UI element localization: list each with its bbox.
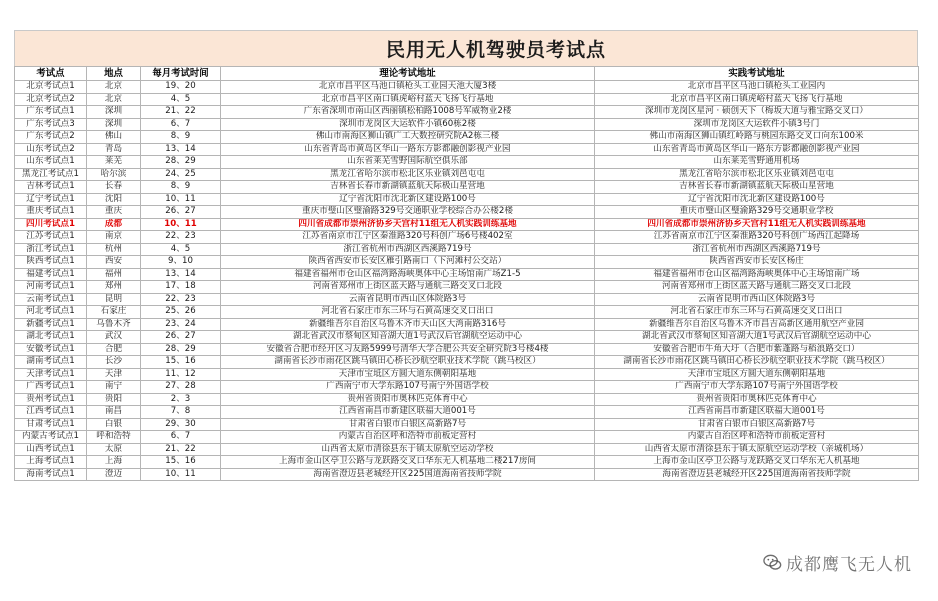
table-row <box>15 306 919 319</box>
cell-theory-address: 新疆维吾尔自治区乌鲁木齐市天山区大湾南路316号 <box>221 318 595 331</box>
cell-theory-address: 上海市金山区亭卫公路与龙跃路交叉口华东无人机基地二楼217房间 <box>221 456 595 469</box>
cell-location: 北京 <box>87 93 141 106</box>
table-row <box>15 443 919 456</box>
cell-theory-address: 贵州省贵阳市奥林匹克体育中心 <box>221 393 595 406</box>
cell-theory-address: 山东省莱芜雪野国际航空俱乐部 <box>221 156 595 169</box>
cell-theory-address: 云南省昆明市西山区体院路3号 <box>221 293 595 306</box>
cell-location: 南京 <box>87 231 141 244</box>
cell-monthly-dates: 4、5 <box>141 243 221 256</box>
cell-theory-address: 内蒙古自治区呼和浩特市前板定营村 <box>221 431 595 444</box>
cell-theory-address: 广西南宁市大学东路107号南宁外国语学校 <box>221 381 595 394</box>
cell-monthly-dates: 26、27 <box>141 206 221 219</box>
cell-monthly-dates: 23、24 <box>141 318 221 331</box>
table-row <box>15 256 919 269</box>
cell-monthly-dates: 13、14 <box>141 143 221 156</box>
table-row <box>15 293 919 306</box>
cell-practice-address: 陕西省西安市长安区杨庄 <box>595 256 919 269</box>
cell-theory-address: 吉林省长春市新湖镇蓝航天际极山星营地 <box>221 181 595 194</box>
cell-location: 白银 <box>87 418 141 431</box>
cell-practice-address: 辽宁省沈阳市沈北新区建设路100号 <box>595 193 919 206</box>
sheet-title: 民用无人机驾驶员考试点 <box>14 30 918 66</box>
cell-site: 天津考试点1 <box>15 368 87 381</box>
table-row <box>15 356 919 369</box>
table-row <box>15 281 919 294</box>
cell-practice-address: 佛山市南海区狮山镇红岭路与桃园东路交叉口向东100米 <box>595 131 919 144</box>
cell-site: 吉林考试点1 <box>15 181 87 194</box>
cell-monthly-dates: 8、9 <box>141 181 221 194</box>
cell-site: 上海考试点1 <box>15 456 87 469</box>
cell-location: 乌鲁木齐 <box>87 318 141 331</box>
table-row <box>15 243 919 256</box>
cell-site: 福建考试点1 <box>15 268 87 281</box>
cell-location: 郑州 <box>87 281 141 294</box>
cell-practice-address: 湖北省武汉市蔡甸区知音湖大道1号武汉后官湖航空运动中心 <box>595 331 919 344</box>
cell-monthly-dates: 10、11 <box>141 218 221 231</box>
cell-site: 广西考试点1 <box>15 381 87 394</box>
cell-location: 合肥 <box>87 343 141 356</box>
cell-theory-address: 重庆市璧山区璧渝路329号交通职业学校综合办公楼2楼 <box>221 206 595 219</box>
cell-monthly-dates: 29、30 <box>141 418 221 431</box>
cell-practice-address: 河南省郑州市上街区蓝天路与通航三路交叉口北段 <box>595 281 919 294</box>
cell-location: 重庆 <box>87 206 141 219</box>
cell-monthly-dates: 28、29 <box>141 156 221 169</box>
table-row <box>15 343 919 356</box>
header-theory-address: 理论考试地址 <box>221 67 595 81</box>
cell-location: 佛山 <box>87 131 141 144</box>
cell-site: 广东考试点2 <box>15 131 87 144</box>
table-header-row <box>15 67 919 81</box>
cell-site: 广东考试点3 <box>15 118 87 131</box>
cell-location: 太原 <box>87 443 141 456</box>
cell-location: 莱芜 <box>87 156 141 169</box>
table-row <box>15 181 919 194</box>
cell-theory-address: 天津市宝坻区方圆大道东侧朝阳基地 <box>221 368 595 381</box>
cell-monthly-dates: 28、29 <box>141 343 221 356</box>
cell-practice-address: 上海市金山区亭卫公路与龙跃路交叉口华东无人机基地 <box>595 456 919 469</box>
cell-monthly-dates: 17、18 <box>141 281 221 294</box>
cell-location: 天津 <box>87 368 141 381</box>
cell-practice-address: 北京市昌平区南口镇虎峪村蓝天飞扬飞行基地 <box>595 93 919 106</box>
cell-practice-address: 甘肃省白银市白银区高新路7号 <box>595 418 919 431</box>
cell-monthly-dates: 19、20 <box>141 81 221 94</box>
table-row <box>15 218 919 231</box>
cell-practice-address: 四川省成都市崇州济协乡天宫村11组无人机实践训练基地 <box>595 218 919 231</box>
cell-site: 山西考试点1 <box>15 443 87 456</box>
table-row <box>15 418 919 431</box>
cell-site: 陕西考试点1 <box>15 256 87 269</box>
header-location: 地点 <box>87 67 141 81</box>
cell-location: 西安 <box>87 256 141 269</box>
cell-monthly-dates: 24、25 <box>141 168 221 181</box>
cell-monthly-dates: 10、11 <box>141 468 221 481</box>
cell-location: 长春 <box>87 181 141 194</box>
cell-location: 哈尔滨 <box>87 168 141 181</box>
cell-monthly-dates: 21、22 <box>141 106 221 119</box>
cell-practice-address: 天津市宝坻区方圆大道东侧朝阳基地 <box>595 368 919 381</box>
cell-theory-address: 四川省成都市崇州济协乡天宫村11组无人机实践训练基地 <box>221 218 595 231</box>
cell-theory-address: 甘肃省白银市白银区高新路7号 <box>221 418 595 431</box>
cell-practice-address: 广西南宁市大学东路107号南宁外国语学校 <box>595 381 919 394</box>
cell-monthly-dates: 6、7 <box>141 431 221 444</box>
cell-site: 湖北考试点1 <box>15 331 87 344</box>
cell-site: 广东考试点1 <box>15 106 87 119</box>
table-row <box>15 318 919 331</box>
cell-monthly-dates: 8、9 <box>141 131 221 144</box>
cell-location: 福州 <box>87 268 141 281</box>
cell-monthly-dates: 22、23 <box>141 293 221 306</box>
watermark <box>763 550 912 575</box>
table-row <box>15 393 919 406</box>
cell-practice-address: 北京市昌平区马池口镇枪头工业园内 <box>595 81 919 94</box>
cell-theory-address: 海南省澄迈县老城经开区225国道海南省技师学院 <box>221 468 595 481</box>
header-site: 考试点 <box>15 67 87 81</box>
table-row <box>15 143 919 156</box>
cell-theory-address: 江西省南昌市新建区联福大道001号 <box>221 406 595 419</box>
cell-practice-address: 江苏省南京市江宁区秦淮路320号科创广场西江起降场 <box>595 231 919 244</box>
cell-site: 云南考试点1 <box>15 293 87 306</box>
cell-monthly-dates: 22、23 <box>141 231 221 244</box>
table-row <box>15 468 919 481</box>
table-row <box>15 431 919 444</box>
wechat-icon <box>763 553 782 572</box>
cell-site: 浙江考试点1 <box>15 243 87 256</box>
cell-site: 北京考试点2 <box>15 93 87 106</box>
table-row <box>15 206 919 219</box>
cell-monthly-dates: 9、10 <box>141 256 221 269</box>
cell-practice-address: 江西省南昌市新建区联福大道001号 <box>595 406 919 419</box>
exam-sites-sheet <box>14 30 918 481</box>
cell-theory-address: 山东省青岛市黄岛区华山一路东方影都融创影视产业园 <box>221 143 595 156</box>
cell-location: 北京 <box>87 81 141 94</box>
table-row <box>15 156 919 169</box>
cell-monthly-dates: 25、26 <box>141 306 221 319</box>
cell-site: 山东考试点1 <box>15 156 87 169</box>
cell-theory-address: 北京市昌平区马池口镇枪头工业园天池大厦3楼 <box>221 81 595 94</box>
cell-location: 深圳 <box>87 118 141 131</box>
cell-practice-address: 河北省石家庄市东三环与石黄高速交叉口出口 <box>595 306 919 319</box>
cell-practice-address: 深圳市龙岗区星河 · 硕创天下（梅坂大道与雅宝路交叉口） <box>595 106 919 119</box>
cell-practice-address: 内蒙古自治区呼和浩特市前板定营村 <box>595 431 919 444</box>
cell-site: 黑龙江考试点1 <box>15 168 87 181</box>
cell-site: 湖南考试点1 <box>15 356 87 369</box>
cell-site: 河北考试点1 <box>15 306 87 319</box>
table-row <box>15 331 919 344</box>
table-row <box>15 456 919 469</box>
cell-monthly-dates: 26、27 <box>141 331 221 344</box>
cell-theory-address: 辽宁省沈阳市沈北新区建设路100号 <box>221 193 595 206</box>
cell-practice-address: 山东莱芜雪野通用机场 <box>595 156 919 169</box>
cell-monthly-dates: 2、3 <box>141 393 221 406</box>
cell-monthly-dates: 7、8 <box>141 406 221 419</box>
cell-location: 深圳 <box>87 106 141 119</box>
cell-location: 沈阳 <box>87 193 141 206</box>
cell-site: 四川考试点1 <box>15 218 87 231</box>
header-monthly-dates: 每月考试时间 <box>141 67 221 81</box>
cell-practice-address: 云南省昆明市西山区体院路3号 <box>595 293 919 306</box>
cell-location: 贵阳 <box>87 393 141 406</box>
cell-site: 山东考试点2 <box>15 143 87 156</box>
cell-site: 江苏考试点1 <box>15 231 87 244</box>
cell-location: 昆明 <box>87 293 141 306</box>
cell-location: 南宁 <box>87 381 141 394</box>
table-row <box>15 268 919 281</box>
cell-site: 河南考试点1 <box>15 281 87 294</box>
cell-location: 澄迈 <box>87 468 141 481</box>
table-row <box>15 131 919 144</box>
cell-practice-address: 吉林省长春市新湖镇蓝航天际极山星营地 <box>595 181 919 194</box>
table-row <box>15 381 919 394</box>
cell-theory-address: 陕西省西安市长安区雁引路南口（下河滩村公交站） <box>221 256 595 269</box>
table-row <box>15 168 919 181</box>
cell-location: 呼和浩特 <box>87 431 141 444</box>
cell-theory-address: 安徽省合肥市经开区习友路5999号清华大学合肥公共安全研究院3号楼4楼 <box>221 343 595 356</box>
cell-theory-address: 浙江省杭州市西湖区西溪路719号 <box>221 243 595 256</box>
cell-theory-address: 北京市昌平区南口镇虎峪村蓝天飞扬飞行基地 <box>221 93 595 106</box>
watermark-text: 成都鹰飞无人机 <box>786 555 912 575</box>
cell-monthly-dates: 11、12 <box>141 368 221 381</box>
cell-theory-address: 河北省石家庄市东三环与石黄高速交叉口出口 <box>221 306 595 319</box>
table-row <box>15 118 919 131</box>
exam-sites-table <box>14 66 919 481</box>
cell-practice-address: 新疆维吾尔自治区乌鲁木齐市昌吉高新区通用航空产业园 <box>595 318 919 331</box>
cell-monthly-dates: 13、14 <box>141 268 221 281</box>
table-row <box>15 406 919 419</box>
cell-practice-address: 山东省青岛市黄岛区华山一路东方影都融创影视产业园 <box>595 143 919 156</box>
cell-theory-address: 山西省太原市清徐县东于镇太原航空运动学校 <box>221 443 595 456</box>
table-body <box>15 81 919 481</box>
cell-site: 江西考试点1 <box>15 406 87 419</box>
table-row <box>15 368 919 381</box>
cell-practice-address: 浙江省杭州市西湖区西溪路719号 <box>595 243 919 256</box>
cell-practice-address: 深圳市龙岗区大运软件小镇3号门 <box>595 118 919 131</box>
cell-theory-address: 湖南省长沙市雨花区跳马镇田心桥长沙航空职业技术学院（跳马校区） <box>221 356 595 369</box>
cell-practice-address: 海南省澄迈县老城经开区225国道海南省技师学院 <box>595 468 919 481</box>
cell-monthly-dates: 27、28 <box>141 381 221 394</box>
cell-practice-address: 安徽省合肥市牛角大圩（合肥市紫蓬路与稻浪路交口） <box>595 343 919 356</box>
cell-monthly-dates: 21、22 <box>141 443 221 456</box>
cell-site: 甘肃考试点1 <box>15 418 87 431</box>
cell-location: 石家庄 <box>87 306 141 319</box>
table-row <box>15 93 919 106</box>
cell-location: 成都 <box>87 218 141 231</box>
cell-location: 青岛 <box>87 143 141 156</box>
cell-practice-address: 重庆市璧山区璧渝路329号交通职业学校 <box>595 206 919 219</box>
cell-site: 贵州考试点1 <box>15 393 87 406</box>
cell-theory-address: 福建省福州市仓山区福湾路海峡奥体中心主场馆南广场Z1-5 <box>221 268 595 281</box>
cell-location: 上海 <box>87 456 141 469</box>
cell-site: 安徽考试点1 <box>15 343 87 356</box>
header-practice-address: 实践考试地址 <box>595 67 919 81</box>
cell-monthly-dates: 15、16 <box>141 356 221 369</box>
cell-location: 杭州 <box>87 243 141 256</box>
cell-monthly-dates: 6、7 <box>141 118 221 131</box>
cell-monthly-dates: 10、11 <box>141 193 221 206</box>
cell-site: 内蒙古考试点1 <box>15 431 87 444</box>
cell-theory-address: 深圳市龙岗区大运软件小镇60栋2楼 <box>221 118 595 131</box>
cell-site: 新疆考试点1 <box>15 318 87 331</box>
cell-practice-address: 山西省太原市清徐县东于镇太原航空运动学校（亲城机场） <box>595 443 919 456</box>
cell-monthly-dates: 4、5 <box>141 93 221 106</box>
cell-site: 海南考试点1 <box>15 468 87 481</box>
cell-theory-address: 湖北省武汉市蔡甸区知音湖大道1号武汉后官湖航空运动中心 <box>221 331 595 344</box>
cell-practice-address: 福建省福州市仓山区福湾路海峡奥体中心主场馆南广场 <box>595 268 919 281</box>
cell-practice-address: 湖南省长沙市雨花区跳马镇田心桥长沙航空职业技术学院（跳马校区） <box>595 356 919 369</box>
cell-monthly-dates: 15、16 <box>141 456 221 469</box>
table-row <box>15 106 919 119</box>
cell-location: 南昌 <box>87 406 141 419</box>
cell-theory-address: 黑龙江省哈尔滨市松北区乐业镇刘邑屯屯 <box>221 168 595 181</box>
cell-theory-address: 广东省深圳市南山区西丽镇松柏路1008号军威物业2楼 <box>221 106 595 119</box>
cell-practice-address: 贵州省贵阳市奥林匹克体育中心 <box>595 393 919 406</box>
cell-theory-address: 江苏省南京市江宁区秦淮路320号科创广场6号楼402室 <box>221 231 595 244</box>
cell-location: 长沙 <box>87 356 141 369</box>
table-row <box>15 81 919 94</box>
cell-theory-address: 河南省郑州市上街区蓝天路与通航三路交叉口北段 <box>221 281 595 294</box>
table-row <box>15 231 919 244</box>
cell-site: 辽宁考试点1 <box>15 193 87 206</box>
cell-site: 重庆考试点1 <box>15 206 87 219</box>
cell-location: 武汉 <box>87 331 141 344</box>
cell-site: 北京考试点1 <box>15 81 87 94</box>
cell-theory-address: 佛山市南海区狮山镇广工大数控研究院A2栋三楼 <box>221 131 595 144</box>
cell-practice-address: 黑龙江省哈尔滨市松北区乐业镇刘邑屯屯 <box>595 168 919 181</box>
table-row <box>15 193 919 206</box>
